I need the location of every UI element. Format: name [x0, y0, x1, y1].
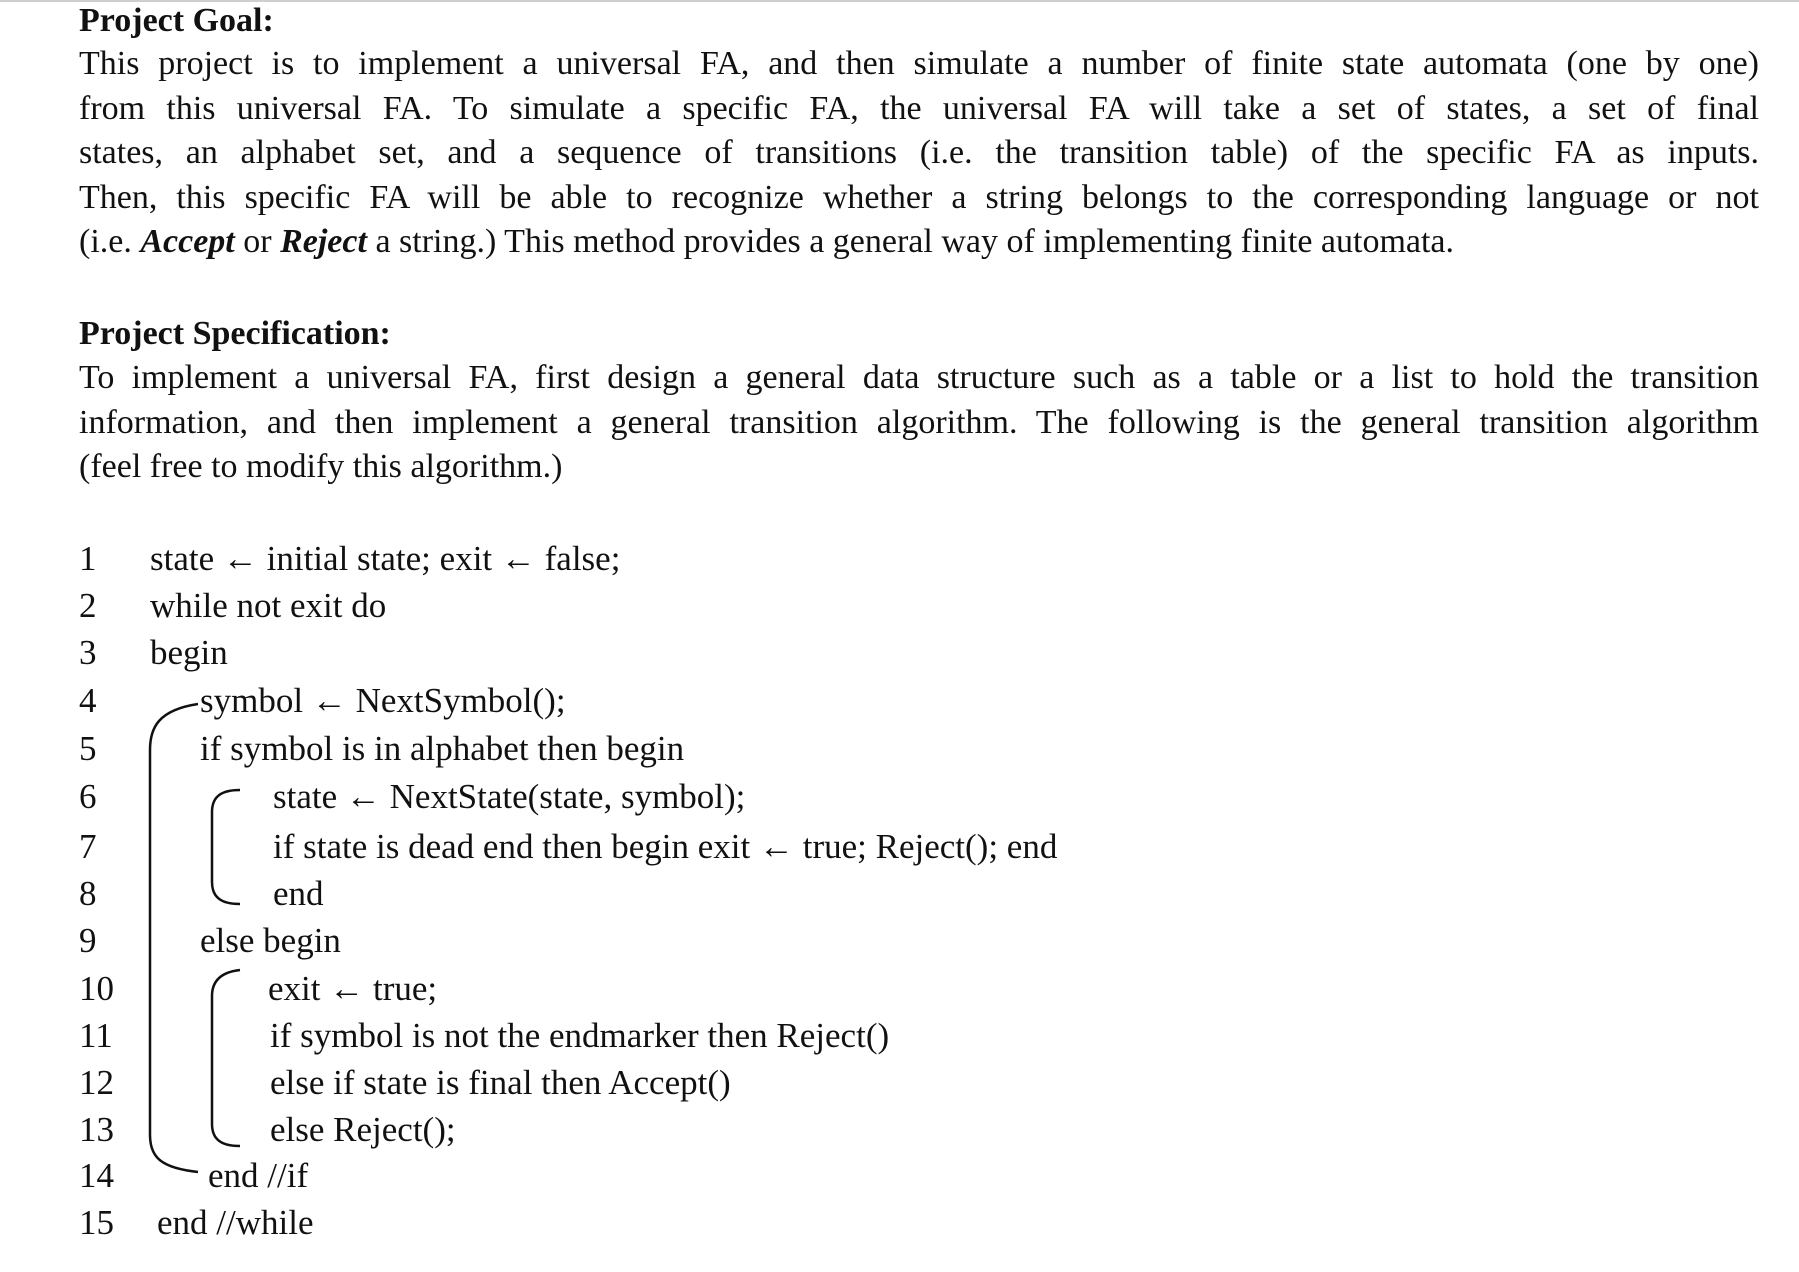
- algorithm-line-12: else if state is final then Accept(): [270, 1063, 731, 1102]
- algorithm-line-5: if symbol is in alphabet then begin: [200, 729, 685, 768]
- line-number-1: 1: [79, 539, 97, 578]
- line-number-15: 15: [79, 1203, 114, 1242]
- goal-line-4: Then, this specific FA will be able to recognize whether a string belongs to the corresponding language or not: [79, 178, 1759, 216]
- algorithm-line-4: symbol ← NextSymbol();: [200, 681, 566, 720]
- else-block-bracket: [212, 970, 240, 1146]
- then-block-bracket: [212, 790, 240, 904]
- spec-line-1: To implement a universal FA, first design a general data structure such as a table or a list to hold the transition: [79, 359, 1759, 396]
- line-number-5: 5: [79, 729, 97, 768]
- line-number-3: 3: [79, 633, 97, 672]
- algorithm-line-10: exit ← true;: [268, 969, 438, 1008]
- line-number-8: 8: [79, 874, 97, 913]
- outer-block-bracket: [150, 704, 198, 1172]
- algorithm-line-6: state ← NextState(state, symbol);: [273, 777, 746, 816]
- line-number-13: 13: [79, 1110, 114, 1149]
- goal-line-2: from this universal FA. To simulate a specific FA, the universal FA will take a set of states, a set of final: [79, 89, 1759, 127]
- line-number-11: 11: [79, 1016, 113, 1055]
- algorithm-line-9: else begin: [200, 921, 341, 960]
- algorithm-line-15: end //while: [157, 1203, 314, 1242]
- algorithm-line-2: while not exit do: [150, 586, 387, 625]
- line-number-4: 4: [79, 681, 97, 720]
- algorithm-line-1: state ← initial state; exit ← false;: [150, 539, 621, 578]
- algorithm-line-13: else Reject();: [270, 1110, 456, 1149]
- line-number-12: 12: [79, 1063, 114, 1102]
- algorithm-line-8: end: [273, 874, 324, 913]
- reject-term: Reject: [280, 223, 367, 260]
- algorithm-line-11: if symbol is not the endmarker then Reject(): [270, 1016, 890, 1055]
- accept-term: Accept: [140, 223, 235, 260]
- goal-line-5-mid: or: [234, 223, 281, 260]
- goal-line-5-post: a string.) This method provides a general way of implementing finite automata.: [366, 223, 1455, 260]
- goal-line-5-pre: (i.e.: [79, 223, 141, 260]
- algorithm-line-14: end //if: [208, 1156, 309, 1195]
- goal-line-3: states, an alphabet set, and a sequence of transitions (i.e. the transition table) of the specific FA as inputs.: [79, 134, 1759, 171]
- algorithm-line-3: begin: [150, 633, 228, 672]
- line-number-7: 7: [79, 827, 97, 866]
- spec-line-3: (feel free to modify this algorithm.): [79, 448, 563, 485]
- line-number-2: 2: [79, 586, 97, 625]
- algorithm-line-7: if state is dead end then begin exit ← true; Reject(); end: [273, 827, 1058, 866]
- goal-line-1: This project is to implement a universal FA, and then simulate a number of finite state automata (one by one): [79, 45, 1759, 82]
- goal-heading: Project Goal:: [79, 2, 274, 39]
- line-number-14: 14: [79, 1156, 114, 1195]
- line-number-10: 10: [79, 969, 114, 1008]
- line-number-9: 9: [79, 921, 97, 960]
- spec-heading: Project Specification:: [79, 315, 391, 352]
- spec-line-2: information, and then implement a general transition algorithm. The following is the general transition algorithm: [79, 403, 1759, 441]
- line-number-6: 6: [79, 777, 97, 816]
